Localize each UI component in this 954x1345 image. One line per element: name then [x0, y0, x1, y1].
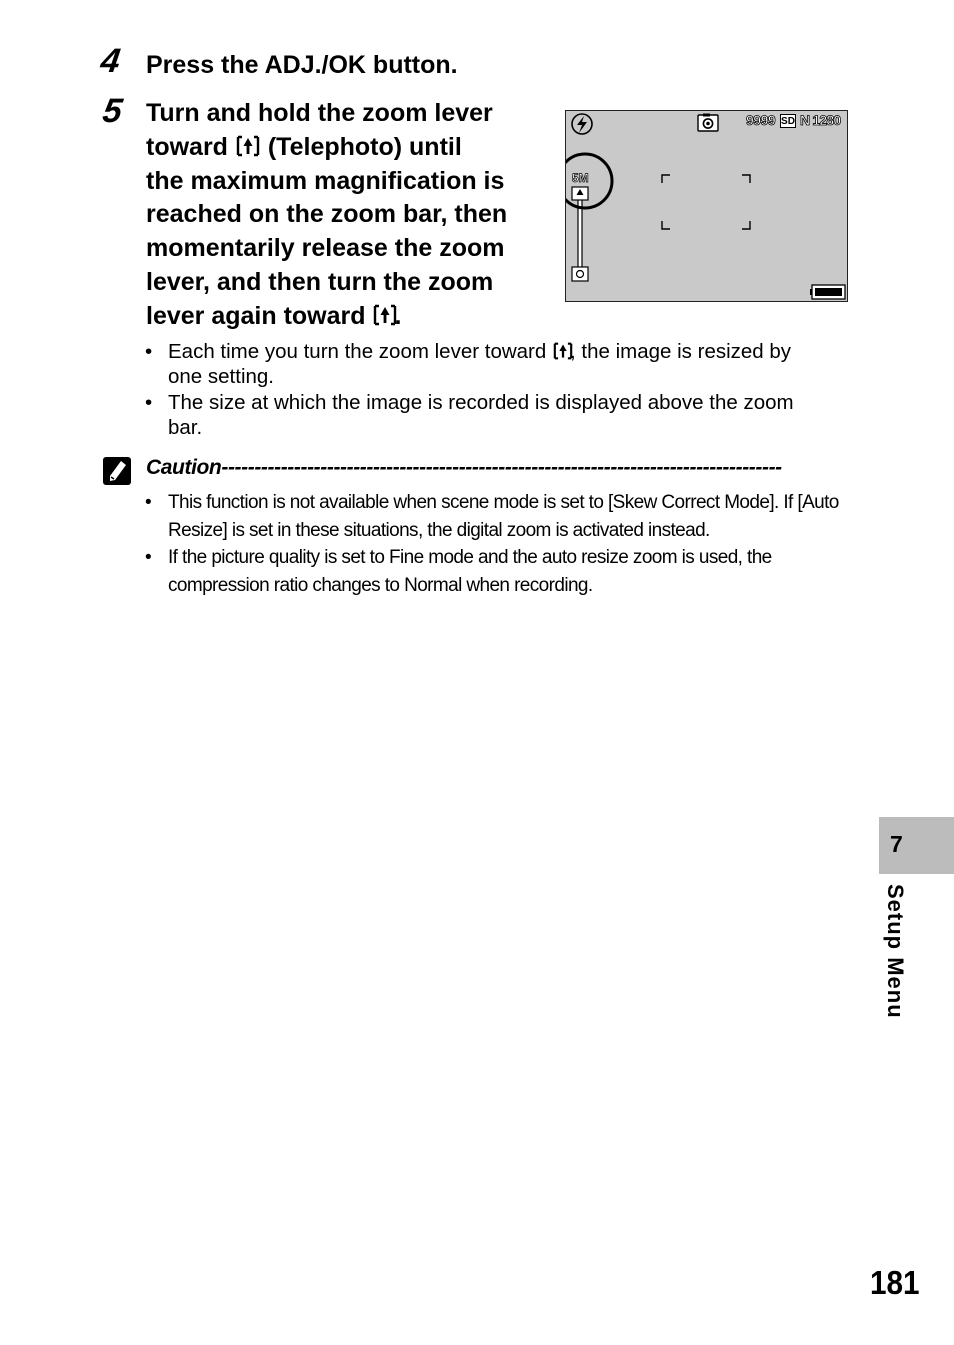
zoom-bar: [572, 199, 588, 281]
list-item: • Each time you turn the zoom lever toward , the image is resized by one setting.: [145, 339, 857, 389]
battery-icon: [810, 285, 845, 299]
camera-mode-icon: [698, 114, 718, 132]
step-5-line-5: momentarily release the zoom: [146, 234, 505, 263]
zoom-size-readout: 5M: [572, 171, 589, 185]
step-5-line-7: lever again toward .: [146, 301, 402, 330]
chapter-label: Setup Menu: [883, 884, 908, 1019]
caution-title: Caution-------------------------------------------------------------------------------------: [146, 456, 782, 479]
quality-size-readout: N 1280: [800, 112, 841, 128]
list-item: • The size at which the image is recorded is displayed above the zoom bar.: [145, 390, 857, 440]
telephoto-icon: [552, 341, 574, 359]
focus-frame: [662, 175, 750, 229]
telephoto-icon: [372, 304, 398, 326]
chapter-number: 7: [890, 831, 903, 857]
step-5-line-1: Turn and hold the zoom lever: [146, 99, 493, 127]
camera-screen-illustration: [565, 110, 848, 302]
zoom-telephoto-marker-icon: [572, 187, 588, 200]
step-5-line-3: the maximum magnification is: [146, 166, 505, 195]
caution-list: [145, 489, 857, 599]
step-5-line-4: reached on the zoom bar, then: [146, 200, 508, 229]
step-5-notes: [145, 339, 857, 440]
chapter-tab: [879, 817, 954, 874]
shots-remaining: 9999: [746, 112, 776, 128]
list-item: • If the picture quality is set to Fine mode and the auto resize zoom is used, the compression ratio changes to Normal when recording.: [145, 544, 857, 599]
step-4-text: Press the ADJ./OK button.: [146, 51, 458, 79]
step-5-line-2: toward (Telephoto) until: [146, 132, 462, 161]
telephoto-icon: [235, 135, 261, 157]
list-item: • This function is not available when scene mode is set to [Skew Correct Mode]. If [Auto Resize] is set in these situations, the digital zoom is activated instead.: [145, 489, 857, 544]
page-number: 181: [870, 1264, 920, 1301]
step-number-4: 4: [98, 42, 123, 80]
step-5-line-6: lever, and then turn the zoom: [146, 267, 494, 296]
step-number-5: 5: [100, 92, 125, 130]
caution-icon: [102, 456, 132, 486]
media-badge: SD: [781, 116, 795, 127]
step-5-text: [146, 97, 546, 334]
flash-icon: [572, 114, 592, 134]
